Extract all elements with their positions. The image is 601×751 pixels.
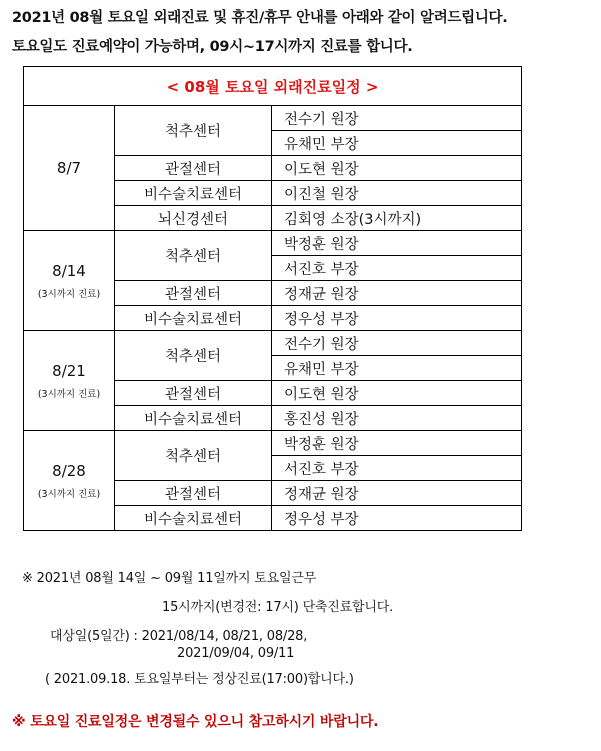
center-cell: 관절센터 (115, 281, 272, 306)
center-cell: 척추센터 (115, 431, 272, 481)
doctor-cell: 유채민 부장 (272, 131, 522, 156)
date-label: 8/28 (52, 461, 86, 480)
notice-line-3: 대상일(5일간) : 2021/08/14, 08/21, 08/28, (50, 629, 308, 644)
doctor-cell: 정재균 원장 (272, 481, 522, 506)
doctor-cell: 박정훈 원장 (272, 231, 522, 256)
date-note: (3시까지 진료) (37, 288, 101, 300)
doctor-cell: 이도현 원장 (272, 381, 522, 406)
center-cell: 척추센터 (115, 231, 272, 281)
schedule-row (24, 106, 522, 131)
date-cell (24, 431, 115, 531)
date-label: 8/21 (52, 361, 86, 380)
doctor-cell: 서진호 부장 (272, 256, 522, 281)
schedule-body (24, 67, 522, 531)
center-cell: 관절센터 (115, 481, 272, 506)
schedule-row (24, 431, 522, 456)
date-label: 8/14 (52, 261, 86, 280)
center-cell: 관절센터 (115, 156, 272, 181)
doctor-cell: 홍진성 원장 (272, 406, 522, 431)
doctor-cell: 이진철 원장 (272, 181, 522, 206)
center-cell: 비수술치료센터 (115, 406, 272, 431)
schedule-table (23, 66, 522, 531)
date-note: (3시까지 진료) (37, 388, 101, 400)
doctor-cell: 유채민 부장 (272, 356, 522, 381)
doctor-cell: 정재균 원장 (272, 281, 522, 306)
doctor-cell: 박정훈 원장 (272, 431, 522, 456)
doctor-cell: 전수기 원장 (272, 331, 522, 356)
center-cell: 척추센터 (115, 106, 272, 156)
intro-line-2: 토요일도 진료예약이 가능하며, 09시~17시까지 진료를 합니다. (12, 39, 413, 55)
doctor-cell: 전수기 원장 (272, 106, 522, 131)
intro-line-1: 2021년 08월 토요일 외래진료 및 휴진/휴무 안내를 아래와 같이 알려드립니다. (12, 10, 508, 26)
date-note: (3시까지 진료) (37, 488, 101, 500)
center-cell: 비수술치료센터 (115, 181, 272, 206)
center-cell: 척추센터 (115, 331, 272, 381)
schedule-title-row (24, 67, 522, 106)
schedule-row (24, 331, 522, 356)
center-cell: 비수술치료센터 (115, 306, 272, 331)
doctor-cell: 김회영 소장(3시까지) (272, 206, 522, 231)
date-cell (24, 331, 115, 431)
schedule-title: < 08월 토요일 외래진료일정 > (24, 67, 522, 106)
notice-line-4: 2021/09/04, 09/11 (177, 646, 295, 661)
center-cell: 관절센터 (115, 381, 272, 406)
center-cell: 뇌신경센터 (115, 206, 272, 231)
doctor-cell: 이도현 원장 (272, 156, 522, 181)
notice-line-1: ※ 2021년 08월 14일 ~ 09월 11일까지 토요일근무 (22, 571, 317, 586)
center-cell: 비수술치료센터 (115, 506, 272, 531)
doctor-cell: 정우성 부장 (272, 506, 522, 531)
date-cell (24, 231, 115, 331)
footer-notice: ※ 토요일 진료일정은 변경될수 있으니 참고하시기 바랍니다. (12, 714, 379, 730)
notice-line-5: ( 2021.09.18. 토요일부터는 정상진료(17:00)합니다.) (45, 672, 354, 687)
schedule-row (24, 231, 522, 256)
notice-line-2: 15시까지(변경전: 17시) 단축진료합니다. (162, 600, 394, 615)
doctor-cell: 정우성 부장 (272, 306, 522, 331)
doctor-cell: 서진호 부장 (272, 456, 522, 481)
date-label: 8/7 (56, 159, 82, 177)
date-cell (24, 106, 115, 231)
